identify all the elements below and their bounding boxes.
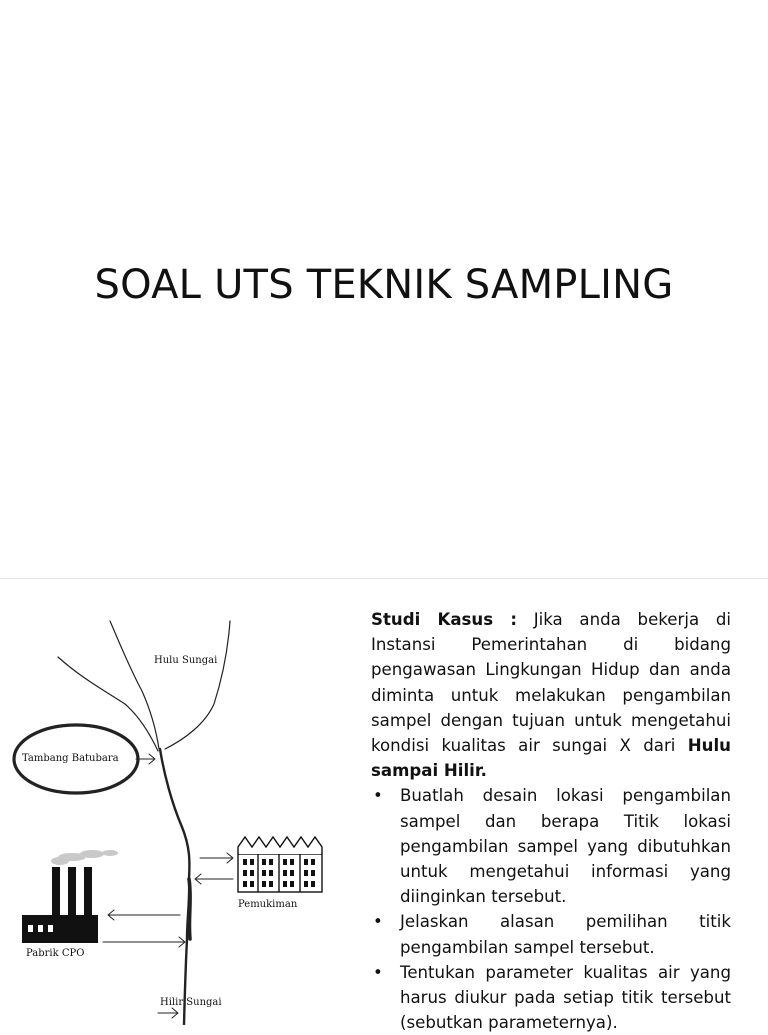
river-diagram <box>0 599 350 1025</box>
slide-title: SOAL UTS TEKNIK SAMPLING <box>94 262 674 308</box>
arrow-settlement-to-river <box>195 874 233 884</box>
label-pemukiman: Pemukiman <box>238 899 298 910</box>
river-main <box>160 749 189 1025</box>
label-pabrik-cpo: Pabrik CPO <box>26 948 85 959</box>
river-branch-middle <box>110 621 159 749</box>
case-study-intro: Jika anda bekerja di Instansi Pemerintahan di bidang pengawasan Lingkungan Hidup dan anda diminta untuk melakukan pengambilan sampel dengan tujuan untuk mengetahui kondisi kualitas air sungai X dari <box>371 610 731 756</box>
factory-icon <box>22 850 118 943</box>
label-hulu-sungai: Hulu Sungai <box>154 655 218 666</box>
arrow-factory-to-river <box>103 937 185 947</box>
task-item: • Tentukan parameter kualitas air yang harus diukur pada setiap titik tersebut (sebutkan parameternya). <box>371 960 731 1035</box>
task-item: • Buatlah desain lokasi pengambilan sampel dan berapa Titik lokasi pengambilan sampel yang dibutuhkan untuk mengetahui informasi yang diinginkan tersebut. <box>371 783 731 909</box>
arrow-hilir <box>158 1008 178 1018</box>
river-branch-right <box>165 621 230 749</box>
label-hilir-sungai: Hilir Sungai <box>160 997 222 1008</box>
case-study-text <box>371 607 731 1035</box>
label-tambang-batubara: Tambang Batubara <box>22 753 119 764</box>
case-study-label: Studi Kasus : <box>371 610 517 629</box>
task-list <box>371 783 731 1035</box>
settlement-icon <box>238 837 322 892</box>
case-study-emphasis: Hulu sampai Hilir. <box>371 736 731 781</box>
task-item: • Jelaskan alasan pemilihan titik pengambilan sampel tersebut. <box>371 909 731 959</box>
case-study-slide <box>0 578 768 1033</box>
arrow-river-to-settlement <box>200 853 233 863</box>
river-branch-left <box>58 657 158 751</box>
case-study-paragraph <box>371 607 731 783</box>
arrow-river-to-factory <box>108 910 180 920</box>
